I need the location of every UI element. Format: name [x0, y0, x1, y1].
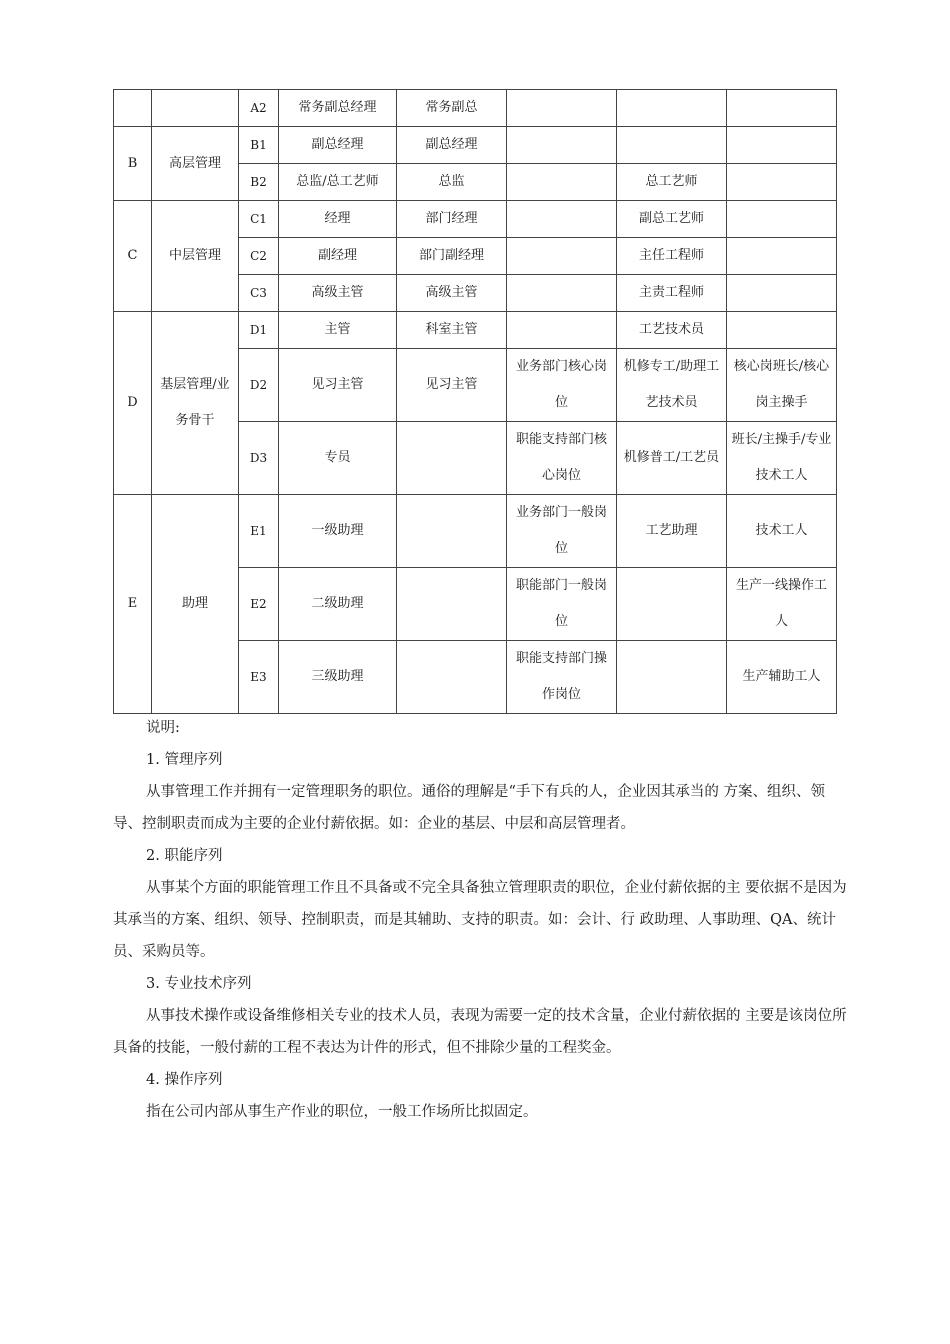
tech-cell [617, 90, 727, 127]
op-cell [727, 164, 837, 201]
title-cell: 高级主管 [279, 275, 397, 312]
grade-cell: D2 [239, 349, 279, 422]
table-row [114, 127, 837, 164]
section-heading: 2. 职能序列 [146, 848, 223, 864]
title-cell: 二级助理 [279, 568, 397, 641]
grade-cell: B2 [239, 164, 279, 201]
title-cell: 常务副总经理 [279, 90, 397, 127]
section-paragraph: 指在公司内部从事生产作业的职位，一般工作场所比拟固定。 [146, 1104, 538, 1120]
tech-cell [617, 641, 727, 714]
level-cell: D [114, 312, 152, 495]
notes-label: 说明: [146, 720, 180, 736]
grade-cell: E1 [239, 495, 279, 568]
op-cell: 生产辅助工人 [727, 641, 837, 714]
mgmt-cell: 部门副经理 [397, 238, 507, 275]
level-cell [114, 90, 152, 127]
section-heading: 4. 操作序列 [146, 1072, 223, 1088]
tech-cell: 工艺助理 [617, 495, 727, 568]
section-paragraph: 从事技术操作或设备维修相关专业的技术人员，表现为需要一定的技术含量，企业付薪依据的 主要是该岗位所具备的技能，一般付薪的工程不表达为计件的形式，但不排除少量的工程奖金。 [113, 1008, 847, 1056]
op-cell: 核心岗班长/核心岗主操手 [727, 349, 837, 422]
title-cell: 总监/总工艺师 [279, 164, 397, 201]
mgmt-cell [397, 641, 507, 714]
tech-cell [617, 568, 727, 641]
func-cell [507, 127, 617, 164]
func-cell [507, 90, 617, 127]
tech-cell: 主责工程师 [617, 275, 727, 312]
func-cell: 职能支持部门核心岗位 [507, 422, 617, 495]
table-row [114, 90, 837, 127]
grade-cell: D3 [239, 422, 279, 495]
func-cell [507, 164, 617, 201]
op-cell [727, 275, 837, 312]
level-name-cell: 高层管理 [152, 127, 239, 201]
func-cell: 职能支持部门操作岗位 [507, 641, 617, 714]
table-row [114, 495, 837, 568]
mgmt-cell: 科室主管 [397, 312, 507, 349]
notes-section [113, 712, 848, 1128]
section-heading: 1. 管理序列 [146, 752, 223, 768]
grade-cell: A2 [239, 90, 279, 127]
title-cell: 见习主管 [279, 349, 397, 422]
func-cell: 职能部门一般岗位 [507, 568, 617, 641]
op-cell [727, 238, 837, 275]
title-cell: 主管 [279, 312, 397, 349]
title-cell: 一级助理 [279, 495, 397, 568]
mgmt-cell [397, 495, 507, 568]
level-cell: C [114, 201, 152, 312]
level-name-cell [152, 90, 239, 127]
level-cell: B [114, 127, 152, 201]
title-cell: 副经理 [279, 238, 397, 275]
grade-cell: C3 [239, 275, 279, 312]
func-cell [507, 238, 617, 275]
grade-cell: B1 [239, 127, 279, 164]
mgmt-cell: 见习主管 [397, 349, 507, 422]
func-cell: 业务部门一般岗位 [507, 495, 617, 568]
level-name-cell: 中层管理 [152, 201, 239, 312]
grade-cell: C1 [239, 201, 279, 238]
title-cell: 经理 [279, 201, 397, 238]
tech-cell: 工艺技术员 [617, 312, 727, 349]
title-cell: 三级助理 [279, 641, 397, 714]
grade-cell: C2 [239, 238, 279, 275]
section-heading: 3. 专业技术序列 [146, 976, 252, 992]
op-cell [727, 201, 837, 238]
tech-cell: 机修普工/工艺员 [617, 422, 727, 495]
mgmt-cell: 高级主管 [397, 275, 507, 312]
mgmt-cell: 副总经理 [397, 127, 507, 164]
op-cell [727, 312, 837, 349]
section-paragraph: 从事管理工作并拥有一定管理职务的职位。通俗的理解是“手下有兵的人，企业因其承当的 方案、组织、领导、控制职责而成为主要的企业付薪依据。如：企业的基层、中层和高层管理者。 [113, 784, 826, 832]
grade-cell: E2 [239, 568, 279, 641]
tech-cell: 主任工程师 [617, 238, 727, 275]
func-cell [507, 201, 617, 238]
tech-cell: 总工艺师 [617, 164, 727, 201]
grade-table [113, 89, 837, 714]
op-cell: 班长/主操手/专业技术工人 [727, 422, 837, 495]
level-name-cell: 助理 [152, 495, 239, 714]
level-cell: E [114, 495, 152, 714]
mgmt-cell [397, 568, 507, 641]
table-row [114, 312, 837, 349]
func-cell [507, 275, 617, 312]
table-row [114, 201, 837, 238]
mgmt-cell: 部门经理 [397, 201, 507, 238]
mgmt-cell: 总监 [397, 164, 507, 201]
title-cell: 副总经理 [279, 127, 397, 164]
tech-cell [617, 127, 727, 164]
op-cell: 技术工人 [727, 495, 837, 568]
level-name-cell: 基层管理/业务骨干 [152, 312, 239, 495]
section-paragraph: 从事某个方面的职能管理工作且不具备或不完全具备独立管理职责的职位，企业付薪依据的主 要依据不是因为其承当的方案、组织、领导、控制职责，而是其辅助、支持的职责。如：会计、行 政助理、人事助理、QA、统计员、采购员等。 [113, 880, 847, 960]
op-cell [727, 127, 837, 164]
func-cell: 业务部门核心岗位 [507, 349, 617, 422]
mgmt-cell: 常务副总 [397, 90, 507, 127]
tech-cell: 机修专工/助理工艺技术员 [617, 349, 727, 422]
tech-cell: 副总工艺师 [617, 201, 727, 238]
mgmt-cell [397, 422, 507, 495]
func-cell [507, 312, 617, 349]
op-cell [727, 90, 837, 127]
grade-cell: E3 [239, 641, 279, 714]
grade-cell: D1 [239, 312, 279, 349]
op-cell: 生产一线操作工人 [727, 568, 837, 641]
title-cell: 专员 [279, 422, 397, 495]
